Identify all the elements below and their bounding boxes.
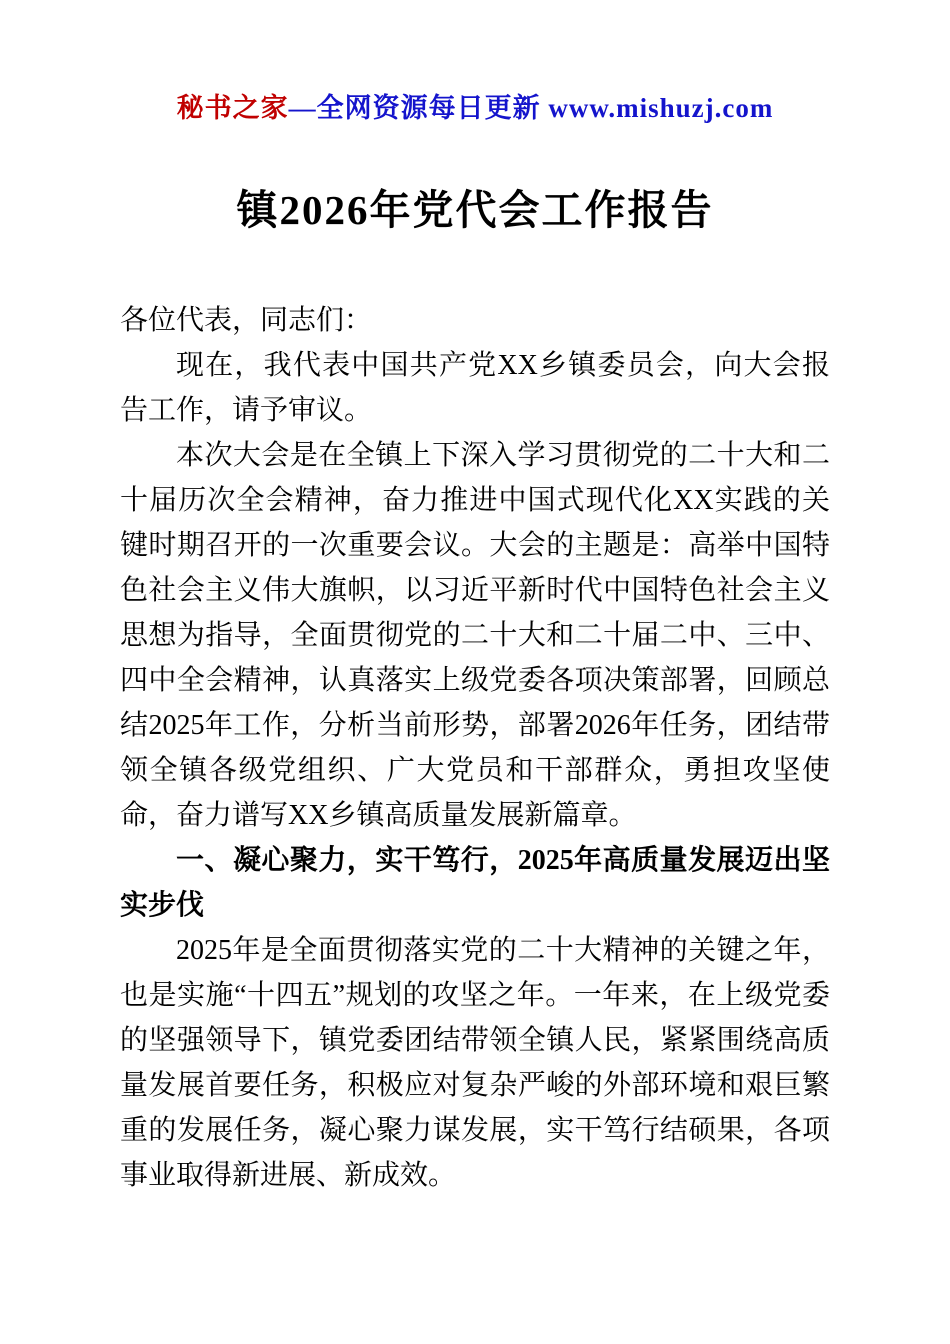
paragraph-section-heading: 一、凝心聚力，实干笃行，2025年高质量发展迈出坚实步伐 xyxy=(120,845,830,921)
paragraph-salutation: 各位代表，同志们： xyxy=(120,305,373,336)
paragraph-section-body: 2025年是全面贯彻落实党的二十大精神的关键之年，也是实施“十四五”规划的攻坚之年。一年来，在上级党委的坚强领导下，镇党委团结带领全镇人民，紧紧围绕高质量发展首要任务，积极应对复杂严峻的外部环境和艰巨繁重的发展任务，凝心聚力谋发展，实干笃行结硕果，各项事业取得新进展、新成效。 xyxy=(120,935,830,1191)
site-header xyxy=(120,86,830,125)
document-title: 镇2026年党代会工作报告 xyxy=(236,187,714,233)
site-url-link[interactable]: www.mishuzj.com xyxy=(548,93,774,123)
site-tagline: —全网资源每日更新 xyxy=(288,93,549,123)
paragraph-theme: 本次大会是在全镇上下深入学习贯彻党的二十大和二十届历次全会精神，奋力推进中国式现代化XX实践的关键时期召开的一次重要会议。大会的主题是：高举中国特色社会主义伟大旗帜，以习近平新时代中国特色社会主义思想为指导，全面贯彻党的二十大和二十届二中、三中、四中全会精神，认真落实上级党委各项决策部署，回顾总结2025年工作，分析当前形势，部署2026年任务，团结带领全镇各级党组织、广大党员和干部群众，勇担攻坚使命，奋力谱写XX乡镇高质量发展新篇章。 xyxy=(120,440,830,831)
paragraph-intro: 现在，我代表中国共产党XX乡镇委员会，向大会报告工作，请予审议。 xyxy=(120,350,830,426)
site-name: 秘书之家 xyxy=(176,93,289,123)
document-body xyxy=(120,298,830,1198)
